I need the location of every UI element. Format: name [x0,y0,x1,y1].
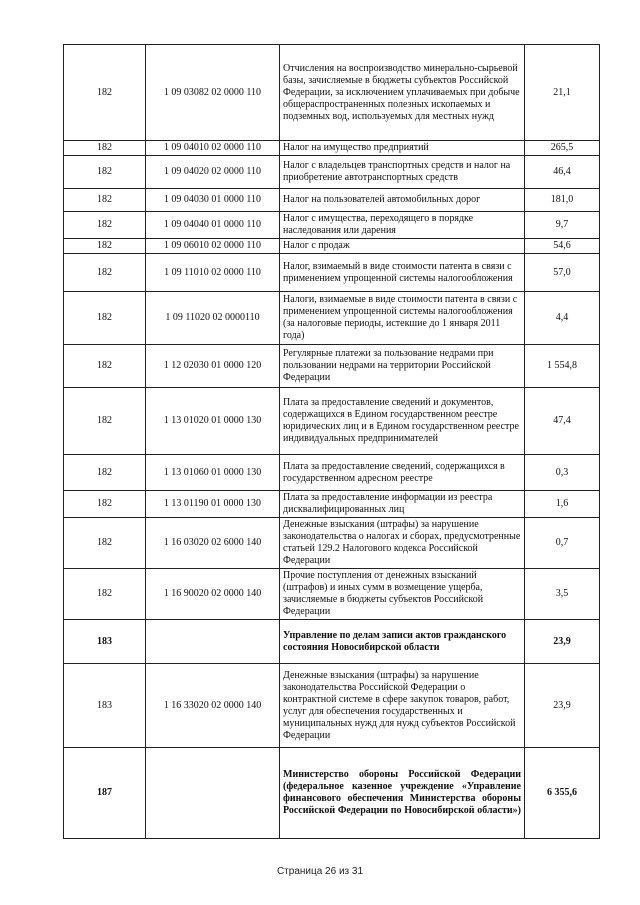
budget-code-cell: 1 16 90020 02 0000 140 [146,569,280,620]
admin-code-cell: 187 [64,748,146,839]
admin-code-cell: 182 [64,388,146,455]
admin-code-cell: 182 [64,141,146,156]
amount-cell: 0,7 [525,518,600,569]
revenue-table [63,44,600,839]
table-row [64,212,600,239]
amount-cell: 265,5 [525,141,600,156]
amount-cell: 0,3 [525,455,600,491]
revenue-name-cell: Плата за предоставление сведений, содержащихся в государственном адресном реестре [280,455,525,491]
amount-cell: 1,6 [525,491,600,518]
budget-code-cell: 1 09 04030 01 0000 110 [146,189,280,212]
budget-code-cell: 1 13 01190 01 0000 130 [146,491,280,518]
amount-cell: 54,6 [525,239,600,254]
budget-code-cell: 1 12 02030 01 0000 120 [146,345,280,388]
revenue-name-cell: Налоги, взимаемые в виде стоимости патента в связи с применением упрощенной системы налогообложения (за налоговые периоды, истекшие до 1 января 2011 года) [280,292,525,345]
table-row [64,156,600,189]
admin-code-cell: 182 [64,455,146,491]
table-row [64,664,600,748]
budget-code-cell: 1 13 01020 01 0000 130 [146,388,280,455]
revenue-name-cell: Прочие поступления от денежных взысканий (штрафов) и иных сумм в возмещение ущерба, зачисляемые в бюджеты субъектов Российской Федерации [280,569,525,620]
admin-code-cell: 183 [64,664,146,748]
amount-cell: 181,0 [525,189,600,212]
amount-cell: 46,4 [525,156,600,189]
revenue-table-body [64,45,600,839]
revenue-name-cell: Отчисления на воспроизводство минерально-сырьевой базы, зачисляемые в бюджеты субъектов Российской Федерации, за исключением уплачиваемых при добыче общераспространенных полезных ископаемых и подземных вод, используемых для местных нужд [280,45,525,141]
revenue-name-cell: Денежные взыскания (штрафы) за нарушение законодательства о налогах и сборах, предусмотренные статьей 129.2 Налогового кодекса Российской Федерации [280,518,525,569]
admin-code-cell: 182 [64,156,146,189]
budget-code-cell: 1 09 04040 01 0000 110 [146,212,280,239]
budget-code-cell: 1 09 11020 02 0000110 [146,292,280,345]
admin-code-cell: 183 [64,620,146,664]
budget-code-cell: 1 09 11010 02 0000 110 [146,254,280,292]
admin-code-cell: 182 [64,569,146,620]
revenue-name-cell: Налог с продаж [280,239,525,254]
amount-cell: 3,5 [525,569,600,620]
revenue-name-cell: Налог с владельцев транспортных средств и налог на приобретение автотранспортных средств [280,156,525,189]
revenue-name-cell: Регулярные платежи за пользование недрами при пользовании недрами на территории Российской Федерации [280,345,525,388]
page-footer: Страница 26 из 31 [276,866,364,877]
revenue-name-cell: Министерство обороны Российской Федерации (федеральное казенное учреждение «Управление финансового обеспечения Министерства обороны Российской Федерации по Новосибирской области») [280,748,525,839]
amount-cell: 21,1 [525,45,600,141]
admin-code-cell: 182 [64,239,146,254]
table-row [64,569,600,620]
table-row [64,254,600,292]
budget-code-cell: 1 09 04010 02 0000 110 [146,141,280,156]
table-row [64,388,600,455]
revenue-name-cell: Плата за предоставление сведений и документов, содержащихся в Едином государственном реестре юридических лиц и в Едином государственном реестре индивидуальных предпринимателей [280,388,525,455]
admin-code-cell: 182 [64,212,146,239]
admin-code-cell: 182 [64,345,146,388]
budget-code-cell: 1 16 03020 02 6000 140 [146,518,280,569]
amount-cell: 23,9 [525,664,600,748]
budget-code-cell: 1 09 06010 02 0000 110 [146,239,280,254]
admin-code-cell: 182 [64,491,146,518]
revenue-name-cell: Налог, взимаемый в виде стоимости патента в связи с применением упрощенной системы налогообложения [280,254,525,292]
amount-cell: 47,4 [525,388,600,455]
table-row [64,45,600,141]
revenue-name-cell: Управление по делам записи актов гражданского состояния Новосибирской области [280,620,525,664]
table-row [64,141,600,156]
admin-code-cell: 182 [64,254,146,292]
budget-code-cell: 1 09 04020 02 0000 110 [146,156,280,189]
revenue-name-cell: Налог на пользователей автомобильных дорог [280,189,525,212]
revenue-name-cell: Налог на имущество предприятий [280,141,525,156]
table-row [64,239,600,254]
admin-code-cell: 182 [64,292,146,345]
admin-code-cell: 182 [64,45,146,141]
amount-cell: 9,7 [525,212,600,239]
table-row [64,518,600,569]
amount-cell: 6 355,6 [525,748,600,839]
table-row [64,748,600,839]
amount-cell: 57,0 [525,254,600,292]
table-row [64,620,600,664]
admin-code-cell: 182 [64,518,146,569]
budget-code-cell [146,748,280,839]
amount-cell: 1 554,8 [525,345,600,388]
table-row [64,345,600,388]
budget-code-cell [146,620,280,664]
budget-code-cell: 1 09 03082 02 0000 110 [146,45,280,141]
budget-code-cell: 1 13 01060 01 0000 130 [146,455,280,491]
revenue-name-cell: Налог с имущества, переходящего в порядке наследования или дарения [280,212,525,239]
revenue-name-cell: Денежные взыскания (штрафы) за нарушение законодательства Российской Федерации о контрактной системе в сфере закупок товаров, работ, услуг для обеспечения государственных и муниципальных нужд для нужд субъектов Российской Федерации [280,664,525,748]
table-row [64,455,600,491]
budget-code-cell: 1 16 33020 02 0000 140 [146,664,280,748]
table-row [64,491,600,518]
table-row [64,292,600,345]
table-row [64,189,600,212]
amount-cell: 4,4 [525,292,600,345]
admin-code-cell: 182 [64,189,146,212]
revenue-name-cell: Плата за предоставление информации из реестра дисквалифицированных лиц [280,491,525,518]
amount-cell: 23,9 [525,620,600,664]
